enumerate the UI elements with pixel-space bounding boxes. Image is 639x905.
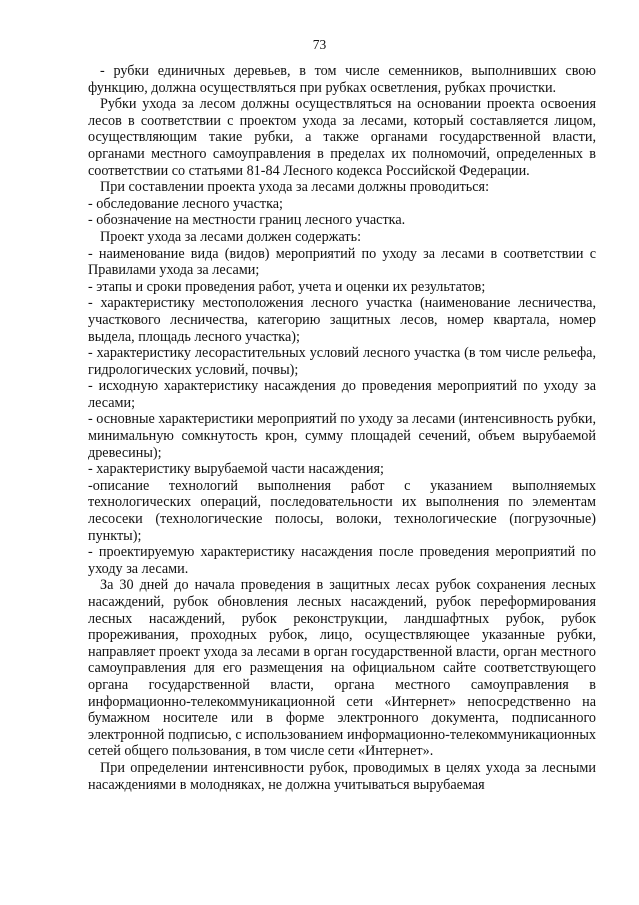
list-item-7: - исходную характеристику насаждения до проведения мероприятий по уходу за лесами; bbox=[88, 378, 596, 411]
list-item-4: - этапы и сроки проведения работ, учета и оценки их результатов; bbox=[88, 278, 486, 295]
list-item-6: - характеристику лесорастительных условий лесного участка (в том числе рельефа, гидрологических условий, почвы); bbox=[88, 345, 596, 378]
paragraph-5: За 30 дней до начала проведения в защитных лесах рубок сохранения лесных насаждений, рубок обновления лесных насаждений, рубок переформирования лесных насаждений, рубок реконструкции, ландшафтных рубок, рубок прореживания, проходных рубок, лицо, осуществляющее указанные рубки, направляет проект ухода за лесами в орган государственной власти, орган местного самоуправления для его размещения на официальном сайте соответствующего органа государственной власти, органа местного самоуправления в информационно-телекоммуникационной сети «Интернет» непосредственно на бумажном носителе или в форме электронного документа, подписанного электронной подписью, с использованием информационно-телекоммуникационных сетей общего пользования, в том числе сети «Интернет». bbox=[88, 577, 596, 760]
list-item-2: - обозначение на местности границ лесного участка. bbox=[88, 212, 406, 229]
page-number: 73 bbox=[312, 37, 327, 52]
list-item-5: - характеристику местоположения лесного участка (наименование лесничества, участкового лесничества, категорию защитных лесов, номер квартала, номер выдела, площадь лесного участка); bbox=[88, 295, 596, 345]
list-item-8: - основные характеристики мероприятий по уходу за лесами (интенсивность рубки, минимальную сомкнутость крон, сумму площадей сечений, объем вырубаемой древесины); bbox=[88, 411, 596, 461]
page-body bbox=[88, 63, 596, 793]
list-item-10: -описание технологий выполнения работ с указанием выполняемых технологических операций, последовательности их выполнения по элементам лесосеки (технологические полосы, волоки, технологические (погрузочные) пункты); bbox=[88, 477, 596, 544]
list-item-3: - наименование вида (видов) мероприятий по уходу за лесами в соответствии с Правилами ухода за лесами; bbox=[88, 245, 596, 279]
list-item-11: - проектируемую характеристику насаждения после проведения мероприятий по уходу за лесами. bbox=[88, 544, 596, 577]
list-item-9: - характеристику вырубаемой части насаждения; bbox=[88, 461, 384, 478]
paragraph-4: Проект ухода за лесами должен содержать: bbox=[100, 228, 362, 245]
paragraph-1: - рубки единичных деревьев, в том числе семенников, выполнивших свою функцию, должна осуществляться при рубках осветления, рубках прочистки. bbox=[88, 63, 596, 96]
list-item-1: - обследование лесного участка; bbox=[88, 195, 283, 212]
paragraph-6: При определении интенсивности рубок, проводимых в целях ухода за лесными насаждениями в молодняках, не должна учитываться вырубаемая bbox=[88, 759, 596, 793]
paragraph-3: При составлении проекта ухода за лесами должны проводиться: bbox=[100, 179, 490, 196]
paragraph-2: Рубки ухода за лесом должны осуществляться на основании проекта освоения лесов в соответствии с проектом ухода за лесами, который составляется лицом, осуществляющим такие рубки, а также органами государственной власти, органами местного самоуправления в пределах их полномочий, определенных в соответствии со статьями 81-84 Лесного кодекса Российской Федерации. bbox=[88, 96, 596, 179]
